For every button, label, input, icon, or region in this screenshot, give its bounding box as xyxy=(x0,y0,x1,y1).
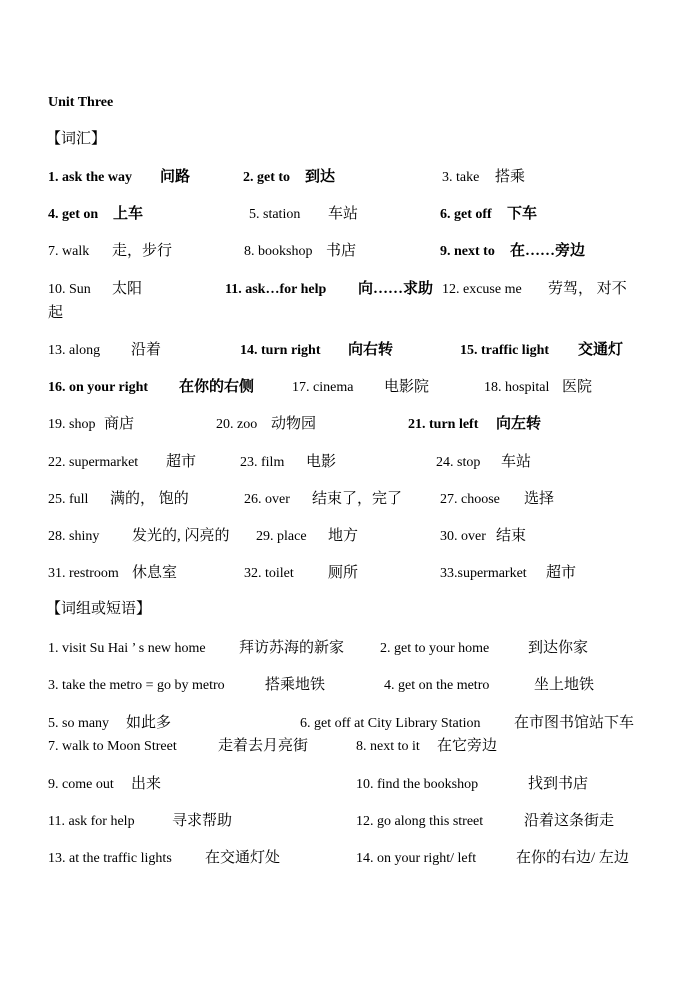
phrase-2-en: 2. get to your home xyxy=(380,641,490,656)
vocab-32-en: 32. toilet xyxy=(244,566,294,581)
vocab-30-en: 30. over xyxy=(440,529,486,544)
phrase-5-en: 5. so many xyxy=(48,716,110,731)
vocab-15-en: 15. traffic light xyxy=(460,343,550,358)
phrase-13-zh: 在交通灯处 xyxy=(205,850,281,866)
vocab-6-en: 6. get off xyxy=(440,207,492,222)
vocab-14-en: 14. turn right xyxy=(240,343,321,358)
vocab-22-zh: 超市 xyxy=(166,454,197,470)
phrase-8-zh: 在它旁边 xyxy=(437,738,498,754)
vocab-5-en: 5. station xyxy=(249,207,301,222)
vocab-13-en: 13. along xyxy=(48,343,101,358)
phrase-5-zh: 如此多 xyxy=(126,715,172,731)
vocab-23-en: 23. film xyxy=(240,455,285,470)
vocab-4-zh: 上车 xyxy=(113,206,144,222)
phrase-9-en: 9. come out xyxy=(48,777,114,792)
vocab-3-en: 3. take xyxy=(442,170,480,185)
phrase-10-zh: 找到书店 xyxy=(528,776,589,792)
vocab-25-en: 25. full xyxy=(48,492,89,507)
vocab-7-en: 7. walk xyxy=(48,244,90,259)
vocab-2-en: 2. get to xyxy=(243,170,291,185)
phrase-7-zh: 走着去月亮街 xyxy=(218,738,309,754)
vocab-19-zh: 商店 xyxy=(104,416,135,432)
vocab-31-en: 31. restroom xyxy=(48,566,119,581)
phrase-6-en: 6. get off at City Library Station xyxy=(300,716,481,731)
vocab-10-en: 10. Sun xyxy=(48,282,91,297)
unit-title: Unit Three xyxy=(48,95,114,110)
vocab-9-en: 9. next to xyxy=(440,244,495,259)
vocab-21-en: 21. turn left xyxy=(408,417,479,432)
vocab-29-en: 29. place xyxy=(256,529,307,544)
vocab-30-zh: 结束 xyxy=(496,528,527,544)
vocab-28-zh: 发光的, 闪亮的 xyxy=(132,528,230,544)
phrase-14-zh: 在你的右边/ 左边 xyxy=(516,850,629,866)
phrase-8-en: 8. next to it xyxy=(356,739,420,754)
phrase-3-zh: 搭乘地铁 xyxy=(265,677,326,693)
vocab-2-zh: 到达 xyxy=(305,169,336,185)
vocab-29-zh: 地方 xyxy=(328,528,359,544)
phrase-1-zh: 拜访苏海的新家 xyxy=(239,640,345,656)
section-vocab-heading: 【词汇】 xyxy=(46,131,107,147)
vocab-16-en: 16. on your right xyxy=(48,380,149,395)
vocab-18-zh: 医院 xyxy=(562,379,593,395)
vocab-25-zh: 满的， 饱的 xyxy=(110,491,189,507)
vocab-1-zh: 问路 xyxy=(160,169,191,185)
phrase-12-zh: 沿着这条街走 xyxy=(524,813,615,829)
vocab-8-en: 8. bookshop xyxy=(244,244,313,259)
vocab-26-en: 26. over xyxy=(244,492,290,507)
vocab-24-zh: 车站 xyxy=(501,454,532,470)
vocab-5-zh: 车站 xyxy=(328,206,359,222)
phrase-9-zh: 出来 xyxy=(131,776,162,792)
phrase-1-en: 1. visit Su Hai ’ s new home xyxy=(48,641,206,656)
vocab-13-zh: 沿着 xyxy=(131,342,162,358)
vocab-21-zh: 向左转 xyxy=(496,416,542,432)
phrase-12-en: 12. go along this street xyxy=(356,814,484,829)
vocab-28-en: 28. shiny xyxy=(48,529,100,544)
phrase-4-en: 4. get on the metro xyxy=(384,678,490,693)
vocab-3-zh: 搭乘 xyxy=(495,169,526,185)
vocab-33-zh: 超市 xyxy=(546,565,577,581)
phrase-10-en: 10. find the bookshop xyxy=(356,777,479,792)
vocab-6-zh: 下车 xyxy=(507,206,538,222)
vocab-10-zh: 太阳 xyxy=(112,281,143,297)
vocab-22-en: 22. supermarket xyxy=(48,455,139,470)
vocab-11-en: 11. ask…for help xyxy=(225,282,327,297)
phrase-7-en: 7. walk to Moon Street xyxy=(48,739,177,754)
vocab-19-en: 19. shop xyxy=(48,417,96,432)
phrase-6-zh: 在市图书馆站下车 xyxy=(514,715,635,731)
phrase-2-zh: 到达你家 xyxy=(528,640,589,656)
vocab-27-en: 27. choose xyxy=(440,492,500,507)
vocab-26-zh: 结束了，完了 xyxy=(312,491,403,507)
vocab-24-en: 24. stop xyxy=(436,455,481,470)
phrase-4-zh: 坐上地铁 xyxy=(534,677,595,693)
vocab-12-zh-wrap: 起 xyxy=(48,305,64,321)
vocab-16-zh: 在你的右侧 xyxy=(179,379,255,395)
vocab-7-zh: 走，步行 xyxy=(112,243,173,259)
vocab-33-en: 33.supermarket xyxy=(440,566,527,581)
vocab-12-zh: 劳驾， 对不 xyxy=(548,281,627,297)
vocab-18-en: 18. hospital xyxy=(484,380,550,395)
vocab-20-zh: 动物园 xyxy=(271,416,317,432)
phrase-13-en: 13. at the traffic lights xyxy=(48,851,172,866)
phrase-14-en: 14. on your right/ left xyxy=(356,851,477,866)
vocab-8-zh: 书店 xyxy=(326,243,357,259)
vocab-4-en: 4. get on xyxy=(48,207,99,222)
phrase-3-en: 3. take the metro = go by metro xyxy=(48,678,225,693)
vocab-20-en: 20. zoo xyxy=(216,417,258,432)
vocab-9-zh: 在……旁边 xyxy=(510,243,586,259)
vocab-17-en: 17. cinema xyxy=(292,380,354,395)
vocab-11-zh: 向……求助 xyxy=(358,281,434,297)
vocab-32-zh: 厕所 xyxy=(328,565,359,581)
vocab-15-zh: 交通灯 xyxy=(578,342,624,358)
phrase-11-zh: 寻求帮助 xyxy=(172,813,233,829)
vocab-23-zh: 电影 xyxy=(306,454,337,470)
vocab-12-en: 12. excuse me xyxy=(442,282,522,297)
section-phrases-heading: 【词组或短语】 xyxy=(46,601,152,617)
vocab-1-en: 1. ask the way xyxy=(48,170,133,185)
vocab-14-zh: 向右转 xyxy=(348,342,394,358)
vocab-17-zh: 电影院 xyxy=(384,379,430,395)
vocab-31-zh: 休息室 xyxy=(132,565,178,581)
vocab-27-zh: 选择 xyxy=(524,491,555,507)
phrase-11-en: 11. ask for help xyxy=(48,814,135,829)
